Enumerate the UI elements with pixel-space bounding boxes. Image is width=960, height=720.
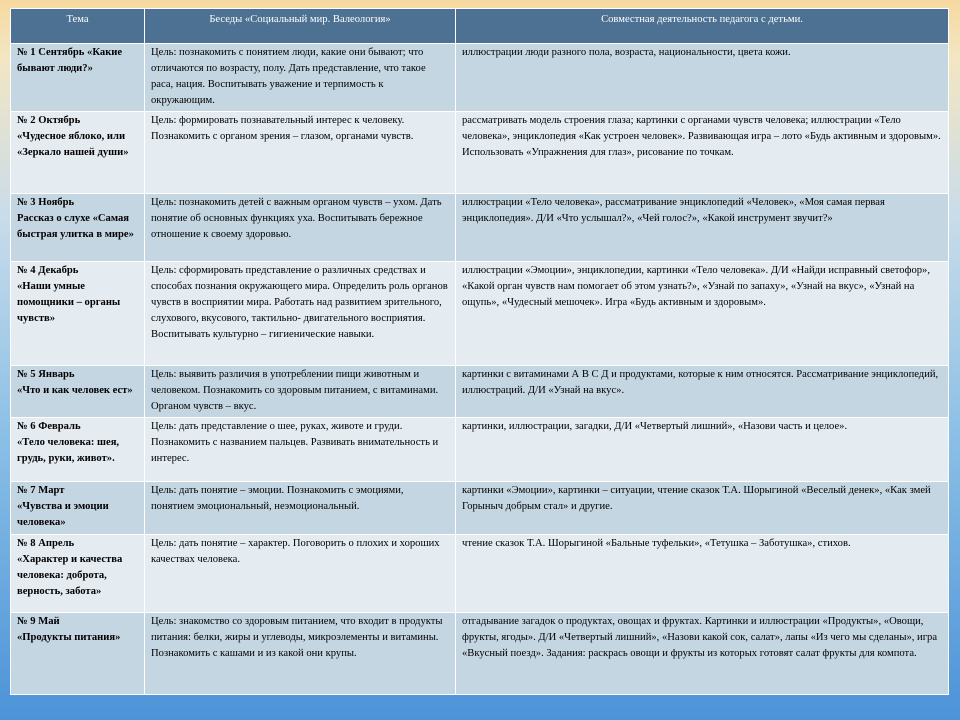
topic-cell [11,44,145,112]
topic-cell [11,366,145,418]
table-row [11,194,949,262]
table-row [11,482,949,535]
joint-cell: картинки с витаминами А В С Д и продуктами, которые к ним относятся. Рассматривание энциклопедий, иллюстраций. Д/И «Узнай на вкус». [456,366,949,418]
topic-cell [11,418,145,482]
topic-cell [11,262,145,366]
topic-title: «Характер и качества человека: доброта, верность, забота» [17,553,123,597]
topic-month: № 6 Февраль [17,421,81,432]
talks-cell: Цель: выявить различия в употреблении пищи животным и человеком. Познакомить со здоровым питанием, с витаминами. Органом чувств – вкус. [145,366,456,418]
header-joint: Совместная деятельность педагога с детьми. [456,9,949,44]
topic-title: Рассказ о слухе «Самая быстрая улитка в мире» [17,212,134,240]
curriculum-table [10,8,949,695]
talks-cell: Цель: знакомство со здоровым питанием, что входит в продукты питания: белки, жиры и углеводы, микроэлементы и витамины. Познакомить с кашами и из какой они крупы. [145,613,456,695]
topic-cell [11,112,145,194]
topic-month: № 4 Декабрь [17,265,79,276]
topic-title: «Наши умные помощники – органы чувств» [17,280,121,324]
joint-cell: чтение сказок Т.А. Шорыгиной «Бальные туфельки», «Тетушка – Заботушка», стихов. [456,535,949,613]
table-row [11,613,949,695]
joint-cell: картинки «Эмоции», картинки – ситуации, чтение сказок Т.А. Шорыгиной «Веселый денек», «Как змей Горыныч добрым стал» и другие. [456,482,949,535]
talks-cell: Цель: дать понятие – характер. Поговорить о плохих и хороших качествах человека. [145,535,456,613]
topic-month: № 1 Сентябрь «Какие бывают люди?» [17,47,123,74]
header-topic: Тема [11,9,145,44]
joint-cell: иллюстрации «Эмоции», энциклопедии, картинки «Тело человека». Д/И «Найди исправный светофор», «Какой орган чувств нам помогает об этом узнать?», «Узнай по запаху», «Узнай на вкус», «Узнай на ощупь», «Чудесный мешочек». Игра «Будь активным и здоровым». [456,262,949,366]
topic-cell [11,613,145,695]
topic-cell [11,194,145,262]
joint-cell: рассматривать модель строения глаза; картинки с органами чувств человека; иллюстрации «Тело человека», энциклопедия «Как устроен человек». Развивающая игра – лото «Будь активным и здоровым». Использовать «Упражнения для глаз», рисование по точкам. [456,112,949,194]
topic-month: № 8 Апрель [17,538,75,549]
joint-cell: иллюстрации люди разного пола, возраста, национальности, цвета кожи. [456,44,949,112]
topic-cell [11,535,145,613]
topic-month: № 7 Март [17,485,65,496]
topic-title: «Чувства и эмоции человека» [17,500,109,528]
table-row [11,262,949,366]
talks-cell: Цель: познакомить с понятием люди, какие они бывают; что отличаются по возрасту, полу. Дать представление, что такое раса, нация. Воспитывать уважение и терпимость к окружающим. [145,44,456,112]
topic-cell [11,482,145,535]
topic-month: № 3 Ноябрь [17,197,75,208]
joint-cell: отгадывание загадок о продуктах, овощах и фруктах. Картинки и иллюстрации «Продукты», «Овощи, фрукты, ягоды». Д/И «Четвертый лишний», «Назови какой сок, салат», лапы «Из чего мы сделаны», игра «Вкусный поезд». Задания: раскрась овощи и фрукты из которых готовят салат фрукты для компота. [456,613,949,695]
talks-cell: Цель: познакомить детей с важным органом чувств – ухом. Дать понятие об основных функциях уха. Воспитывать бережное отношение к своему здоровью. [145,194,456,262]
table-row [11,44,949,112]
header-talks: Беседы «Социальный мир. Валеология» [145,9,456,44]
topic-month: № 2 Октябрь [17,115,81,126]
table-row [11,366,949,418]
joint-cell: картинки, иллюстрации, загадки, Д/И «Четвертый лишний», «Назови часть и целое». [456,418,949,482]
talks-cell: Цель: формировать познавательный интерес к человеку. Познакомить с органом зрения – глазом, органами чувств. [145,112,456,194]
table-row [11,418,949,482]
table-row [11,112,949,194]
joint-cell: иллюстрации «Тело человека», рассматривание энциклопедий «Человек», «Моя самая первая энциклопедия». Д/И «Что услышал?», «Чей голос?», «Какой инструмент звучит?» [456,194,949,262]
talks-cell: Цель: сформировать представление о различных средствах и способах познания окружающего мира. Определить роль органов чувств в восприятии мира. Работать над развитием зрительного, слухового, вкусового, тактильно- двигательного восприятия. Воспитывать культурно – гигиенические навыки. [145,262,456,366]
talks-cell: Цель: дать понятие – эмоции. Познакомить с эмоциями, понятием эмоциональный, неэмоциональный. [145,482,456,535]
topic-title: «Что и как человек ест» [17,384,133,396]
topic-month: № 9 Май [17,616,60,627]
talks-cell: Цель: дать представление о шее, руках, животе и груди. Познакомить с названием пальцев. Развивать внимательность и интерес. [145,418,456,482]
table-header-row [11,9,949,44]
topic-month: № 5 Январь [17,369,75,380]
topic-title: «Тело человека: шея, грудь, руки, живот». [17,436,120,464]
topic-title: «Чудесное яблоко, или «Зеркало нашей души» [17,130,129,158]
table-row [11,535,949,613]
topic-title: «Продукты питания» [17,631,121,643]
